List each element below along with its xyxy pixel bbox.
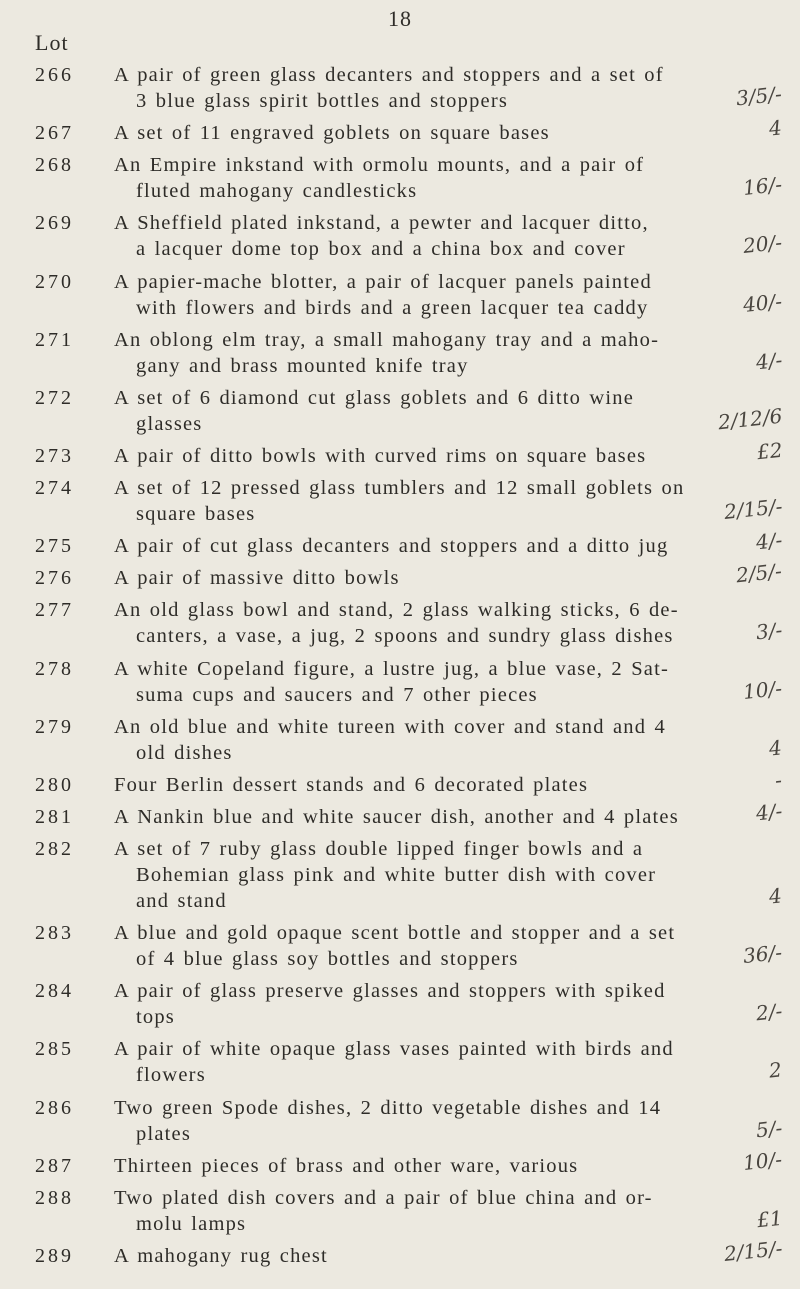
lot-description-line: old dishes	[136, 741, 233, 764]
lot-entry	[0, 385, 800, 437]
lot-description-line: glasses	[136, 412, 203, 435]
handwritten-price: 4/-	[754, 798, 784, 826]
lot-description-line: gany and brass mounted knife tray	[136, 354, 469, 377]
lot-description	[114, 1243, 674, 1269]
lot-description-line: A pair of massive ditto bowls	[114, 567, 400, 590]
handwritten-price: 20/-	[741, 230, 784, 259]
lot-description	[114, 327, 674, 379]
lot-entry	[0, 798, 800, 830]
lot-entry	[0, 1235, 800, 1269]
handwritten-price: 2/-	[754, 998, 784, 1026]
lot-description	[114, 1185, 674, 1237]
lot-description-line: fluted mahogany candlesticks	[136, 180, 418, 203]
handwritten-price: 4	[768, 115, 784, 141]
lot-number: 285	[35, 1038, 74, 1061]
handwritten-price: 5/-	[754, 1115, 784, 1142]
lot-entry	[0, 62, 800, 114]
lot-entry	[0, 1095, 800, 1147]
lot-description-line: Two plated dish covers and a pair of blue china and or-	[114, 1186, 653, 1209]
lot-description	[114, 475, 685, 527]
lot-number: 280	[35, 773, 74, 796]
lot-number: 281	[35, 805, 74, 828]
lot-description-line: a lacquer dome top box and a china box and cover	[136, 238, 626, 261]
lot-number: 287	[35, 1154, 74, 1177]
handwritten-price: 40/-	[741, 288, 784, 317]
lot-description	[114, 152, 674, 204]
handwritten-price: 4	[768, 735, 784, 761]
lot-column-header: Lot	[35, 30, 69, 55]
lot-description-line: A set of 12 pressed glass tumblers and 12 small goblets on	[114, 477, 685, 499]
lot-number: 269	[35, 212, 74, 235]
lot-number: 288	[35, 1186, 74, 1209]
lot-number: 275	[35, 535, 74, 558]
lot-number: 266	[35, 64, 74, 86]
lot-description	[114, 978, 674, 1030]
lot-description	[114, 597, 679, 649]
lot-description-line: An oblong elm tray, a small mahogany tray and a maho-	[114, 328, 660, 351]
lot-description-line: plates	[136, 1122, 192, 1145]
handwritten-price: 4/-	[754, 347, 784, 374]
lot-number: 284	[35, 980, 74, 1003]
lot-entry	[0, 210, 800, 262]
page-number: 18	[388, 6, 412, 31]
lot-description-line: square bases	[136, 503, 256, 525]
handwritten-price: 10/-	[741, 675, 784, 704]
lot-number: 286	[35, 1096, 74, 1119]
lot-description	[114, 714, 674, 766]
lot-description	[114, 62, 674, 114]
lot-entry	[0, 527, 800, 559]
lot-description	[114, 533, 674, 559]
lot-description-line: of 4 blue glass soy bottles and stoppers	[136, 948, 519, 971]
lot-description	[114, 443, 674, 469]
lot-description-line: An old blue and white tureen with cover and stand and 4	[114, 715, 666, 738]
lot-description-line: canters, a vase, a jug, 2 spoons and sundry glass dishes	[136, 625, 674, 648]
lot-entry	[0, 1146, 800, 1179]
lot-description-line: A pair of ditto bowls with curved rims on square bases	[114, 444, 647, 467]
handwritten-price: 3/-	[754, 618, 784, 645]
lot-description-line: Bohemian glass pink and white butter dish with cover	[136, 864, 657, 886]
lot-description-line: A set of 6 diamond cut glass goblets and 6 ditto wine	[114, 386, 635, 409]
lot-entry	[0, 475, 800, 527]
lot-description-line: A set of 11 engraved goblets on square bases	[114, 122, 550, 145]
lot-description-line: Four Berlin dessert stands and 6 decorated plates	[114, 773, 589, 796]
lot-description-line: suma cups and saucers and 7 other pieces	[136, 683, 538, 706]
lot-description-line: with flowers and birds and a green lacquer tea caddy	[136, 296, 649, 319]
lot-description-line: 3 blue glass spirit bottles and stoppers	[136, 90, 509, 112]
handwritten-price: 2/15/-	[722, 494, 784, 524]
lot-number: 283	[35, 922, 74, 945]
lot-number: 278	[35, 657, 74, 680]
lot-number: 267	[35, 122, 74, 145]
lot-description-line: A white Copeland figure, a lustre jug, a blue vase, 2 Sat-	[114, 657, 670, 680]
lot-description-line: Two green Spode dishes, 2 ditto vegetable dishes and 14	[114, 1096, 662, 1119]
lot-entry	[0, 597, 800, 649]
lot-list	[0, 62, 800, 1269]
lot-number: 282	[35, 838, 74, 860]
lot-description-line: A papier-mache blotter, a pair of lacquer panels painted	[114, 270, 652, 293]
lot-number: 276	[35, 567, 74, 590]
lot-description-line: An Empire inkstand with ormolu mounts, and a pair of	[114, 154, 645, 177]
lot-entry	[0, 978, 800, 1030]
lot-description-line: A pair of green glass decanters and stoppers and a set of	[114, 64, 664, 86]
lot-description-line: A Nankin blue and white saucer dish, another and 4 plates	[114, 805, 679, 828]
lot-description-line: Thirteen pieces of brass and other ware, various	[114, 1154, 579, 1177]
lot-description-line: molu lamps	[136, 1212, 247, 1235]
lot-number: 274	[35, 477, 74, 499]
handwritten-price: 2	[768, 1057, 784, 1083]
lot-description	[114, 120, 674, 146]
lot-number: 273	[35, 444, 74, 467]
lot-description-line: A set of 7 ruby glass double lipped finger bowls and a	[114, 838, 644, 860]
lot-description-line: A blue and gold opaque scent bottle and stopper and a set	[114, 922, 676, 945]
lot-description	[114, 1153, 674, 1179]
lot-description-line: A pair of glass preserve glasses and stoppers with spiked	[114, 980, 666, 1003]
lot-entry	[0, 327, 800, 379]
handwritten-price: 10/-	[741, 1146, 784, 1175]
lot-entry	[0, 152, 800, 204]
lot-description	[114, 210, 674, 262]
handwritten-price: 2/12/6	[716, 403, 784, 435]
lot-description-line: and stand	[136, 890, 227, 912]
lot-description	[114, 804, 679, 830]
handwritten-price: 2/15/-	[722, 1235, 784, 1266]
lot-entry	[0, 115, 800, 146]
lot-entry	[0, 437, 800, 469]
lot-entry	[0, 269, 800, 321]
handwritten-price: 4	[768, 883, 784, 909]
lot-entry	[0, 767, 800, 798]
lot-description-line: flowers	[136, 1064, 206, 1087]
lot-description-line: An old glass bowl and stand, 2 glass walking sticks, 6 de-	[114, 599, 679, 622]
handwritten-price: 36/-	[741, 940, 784, 969]
lot-entry	[0, 656, 800, 708]
lot-description	[114, 1095, 674, 1147]
lot-description-line: tops	[136, 1006, 175, 1029]
lot-number: 272	[35, 386, 74, 409]
lot-number: 270	[35, 270, 74, 293]
handwritten-price: 4/-	[754, 527, 784, 555]
lot-description	[114, 656, 674, 708]
lot-number: 268	[35, 154, 74, 177]
lot-entry	[0, 836, 800, 914]
lot-description-line: A pair of cut glass decanters and stoppers and a ditto jug	[114, 535, 669, 558]
handwritten-price: £2	[755, 437, 784, 465]
handwritten-price: -	[773, 767, 784, 793]
handwritten-price: 2/5/-	[735, 558, 784, 588]
lot-entry	[0, 1036, 800, 1088]
lot-number: 279	[35, 715, 74, 738]
lot-entry	[0, 1185, 800, 1237]
lot-number: 271	[35, 328, 74, 351]
handwritten-price: 16/-	[741, 172, 784, 201]
lot-entry	[0, 558, 800, 591]
lot-description-line: A pair of white opaque glass vases painted with birds and	[114, 1038, 674, 1061]
handwritten-price: 3/5/-	[735, 81, 784, 111]
lot-description	[114, 269, 674, 321]
lot-description	[114, 1036, 674, 1088]
handwritten-price: £1	[755, 1205, 784, 1233]
lot-number: 277	[35, 599, 74, 622]
lot-entry	[0, 920, 800, 972]
lot-description-line: A mahogany rug chest	[114, 1244, 328, 1267]
lot-description	[114, 772, 674, 798]
lot-number: 289	[35, 1244, 74, 1267]
lot-description	[114, 920, 674, 972]
lot-description	[114, 385, 674, 437]
lot-description	[114, 565, 674, 591]
lot-entry	[0, 714, 800, 766]
lot-description	[114, 836, 674, 914]
lot-description-line: A Sheffield plated inkstand, a pewter and lacquer ditto,	[114, 212, 649, 235]
